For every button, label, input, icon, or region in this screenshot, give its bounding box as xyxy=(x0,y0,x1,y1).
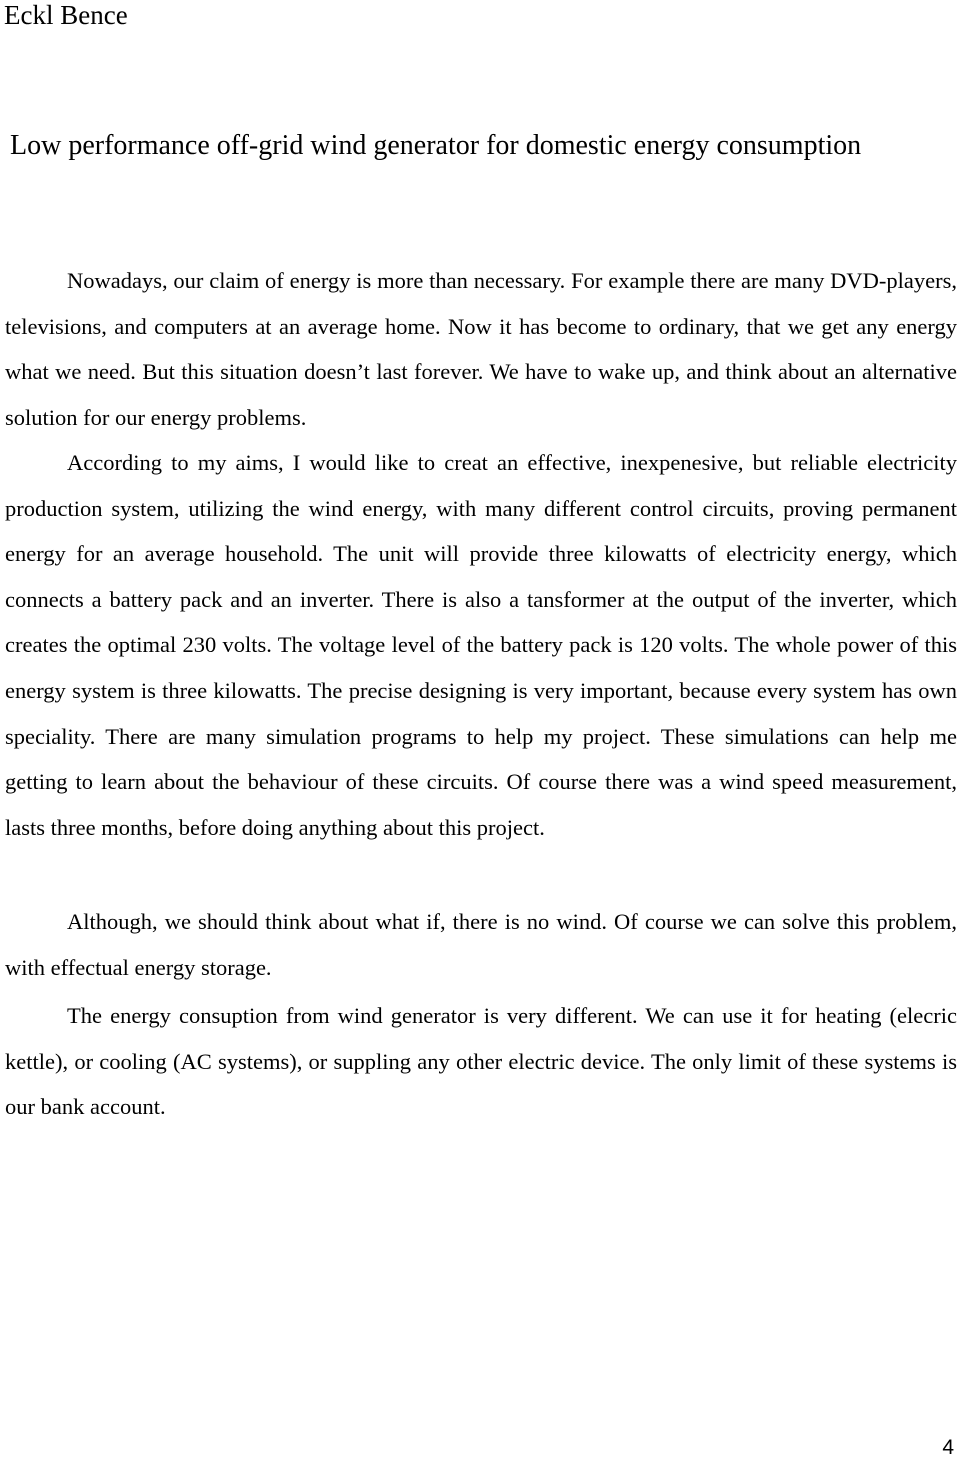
paragraph-storage: Although, we should think about what if, there is no wind. Of course we can solve this problem, with effectual energy storage. xyxy=(5,909,957,980)
paragraph-aims: According to my aims, I would like to creat an effective, inexpenesive, but reliable electricity production system, utilizing the wind energy, with many different control circuits, proving permanent energy for an average household. The unit will provide three kilowatts of electricity energy, which connects a battery pack and an inverter. There is also a tansformer at the output of the inverter, which creates the optimal 230 volts. The voltage level of the battery pack is 120 volts. The whole power of this energy system is three kilowatts. The precise designing is very important, because every system has own speciality. There are many simulation programs to help my project. These simulations can help me getting to learn about the behaviour of these circuits. Of course there was a wind speed measurement, lasts three months, before doing anything about this project. xyxy=(5,450,957,840)
paragraph-intro: Nowadays, our claim of energy is more than necessary. For example there are many DVD-players, televisions, and computers at an average home. Now it has become to ordinary, that we get any energy what we need. But this situation doesn’t last forever. We have to wake up, and think about an alternative solution for our energy problems. xyxy=(5,268,957,430)
page-number: 4 xyxy=(942,1436,954,1459)
document-title: Low performance off-grid wind generator for domestic energy consumption xyxy=(10,130,862,161)
author-name: Eckl Bence xyxy=(4,0,128,30)
paragraph-consumption: The energy consuption from wind generator is very different. We can use it for heating (elecric kettle), or cooling (AC systems), or suppling any other electric device. The only limit of these systems is our bank account. xyxy=(5,1003,957,1119)
